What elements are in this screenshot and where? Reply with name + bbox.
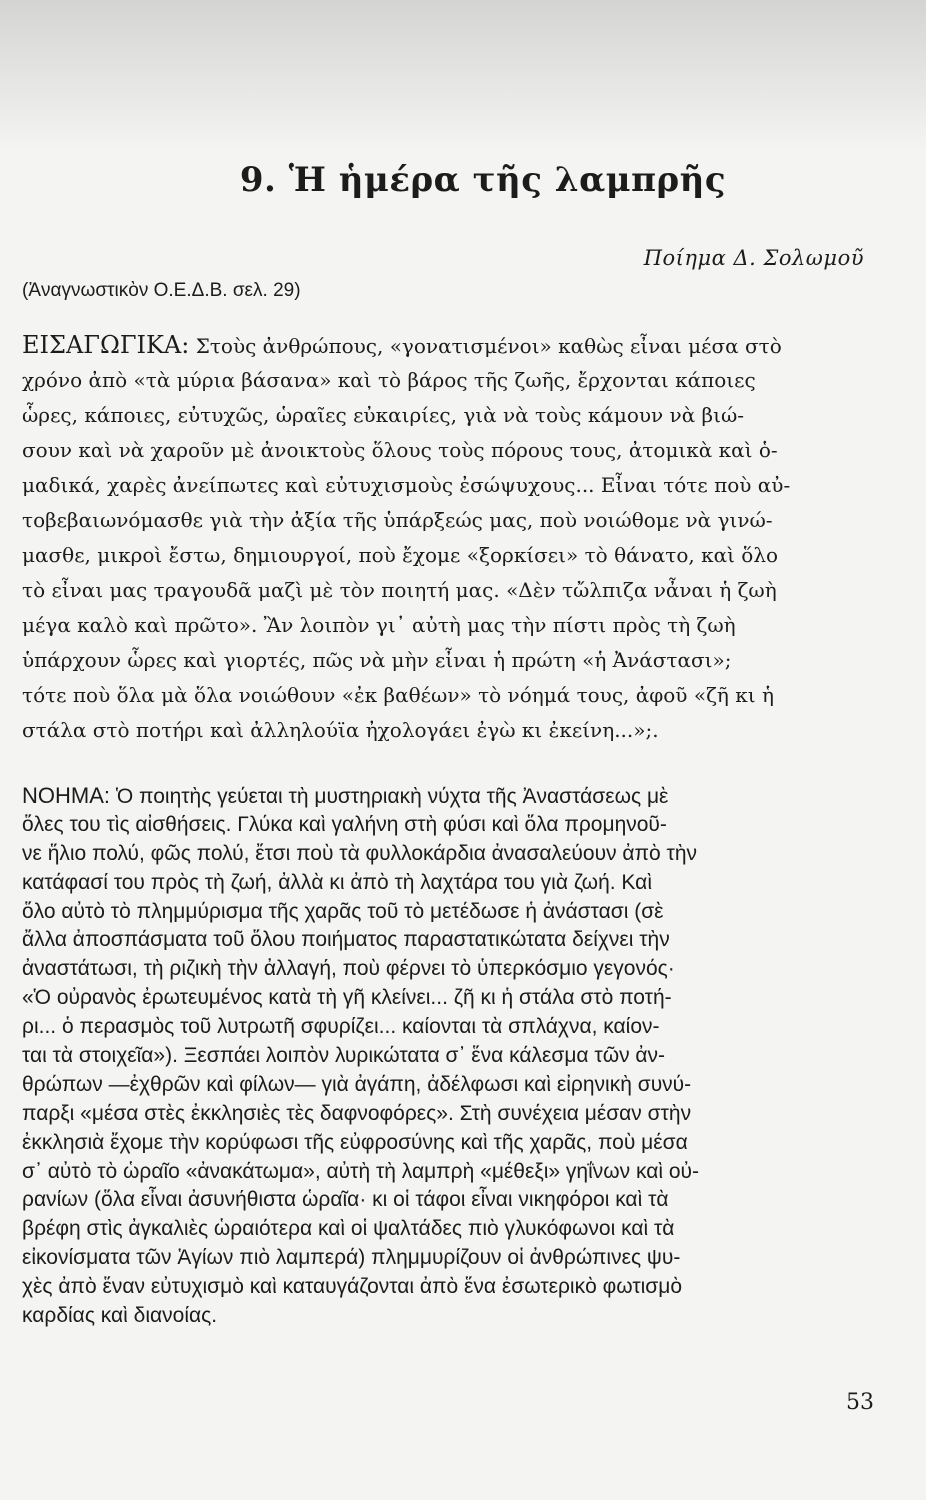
intro-section	[22, 328, 874, 748]
meaning-line: θρώπων —ἐχθρῶν καὶ φίλων— γιὰ ἀγάπη, ἀδέλφωσι καὶ εἰρηνικὴ συνύ-	[22, 1072, 692, 1096]
meaning-heading: ΝΟΗΜΑ:	[22, 783, 110, 808]
intro-line: σουν καὶ νὰ χαροῦν μὲ ἀνοικτοὺς ὅλους τοὺς πόρους τους, ἀτομικὰ καὶ ὁ-	[22, 438, 778, 462]
source-reference: (Ἀναγνωστικὸν Ο.Ε.Δ.Β. σελ. 29)	[22, 280, 301, 301]
meaning-section	[22, 782, 874, 1331]
scan-shadow	[0, 0, 926, 150]
page-number: 53	[846, 1390, 874, 1415]
intro-line: στάλα στὸ ποτήρι καὶ ἀλληλούϊα ἠχολογάει ἐγὼ κι ἐκείνη...»;.	[22, 718, 659, 742]
meaning-line	[22, 782, 874, 811]
intro-line: ὑπάρχουν ὧρες καὶ γιορτές, πῶς νὰ μὴν εἶναι ἡ πρώτη «ἡ Ἀνάστασι»;	[22, 648, 732, 672]
intro-heading: ΕΙΣΑΓΩΓΙΚΑ:	[22, 331, 190, 359]
meaning-line: ρανίων (ὅλα εἶναι ἀσυνήθιστα ὡραῖα· κι οἱ τάφοι εἶναι νικηφόροι καὶ τὰ	[22, 1188, 669, 1212]
meaning-line: σ᾿ αὐτὸ τὸ ὡραῖο «ἀνακάτωμα», αὐτὴ τὴ λαμπρὴ «μέθεξι» γηΐνων καὶ οὐ-	[22, 1159, 700, 1183]
intro-line: μέγα καλὸ καὶ πρῶτο». Ἂν λοιπὸν γι᾿ αὐτὴ μας τὴν πίστι πρὸς τὴ ζωὴ	[22, 613, 736, 637]
meaning-line: ρι... ὁ περασμὸς τοῦ λυτρωτῆ σφυρίζει... καίονται τὰ σπλάχνα, καίον-	[22, 1015, 660, 1039]
meaning-line: βρέφη στὶς ἀγκαλιὲς ὡραιότερα καὶ οἱ ψαλτάδες πιὸ γλυκόφωνοι καὶ τὰ	[22, 1217, 675, 1241]
meaning-line: «Ὁ οὐρανὸς ἐρωτευμένος κατὰ τὴ γῆ κλείνει... ζῆ κι ἡ στάλα στὸ ποτή-	[22, 986, 672, 1010]
meaning-line: παρξι «μέσα στὲς ἐκκλησιὲς τὲς δαφνοφόρες». Στὴ συνέχεια μέσαν στὴν	[22, 1101, 692, 1125]
intro-line: μαδικά, χαρὲς ἀνείπωτες καὶ εὐτυχισμοὺς ἐσώψυχους... Εἶναι τότε ποὺ αὐ-	[22, 473, 791, 497]
meaning-line: ὅλο αὐτὸ τὸ πλημμύρισμα τῆς χαρᾶς τοῦ τὸ μετέδωσε ἡ ἀνάστασι (σὲ	[22, 899, 664, 923]
intro-line	[22, 328, 874, 363]
intro-line: ὧρες, κάποιες, εὐτυχῶς, ὡραῖες εὐκαιρίες, γιὰ νὰ τοὺς κάμουν νὰ βιώ-	[22, 403, 745, 427]
intro-line-text: Στοὺς ἀνθρώπους, «γονατισμένοι» καθὼς εἶναι μέσα στὸ	[195, 334, 782, 358]
meaning-line: νε ἥλιο πολύ, φῶς πολύ, ἔτσι ποὺ τὰ φυλλοκάρδια ἀνασαλεύουν ἀπὸ τὴν	[22, 841, 698, 865]
intro-line: χρόνο ἀπὸ «τὰ μύρια βάσανα» καὶ τὸ βάρος τῆς ζωῆς, ἔρχονται κάποιες	[22, 368, 756, 392]
intro-line: τὸ εἶναι μας τραγουδᾶ μαζὶ μὲ τὸν ποιητή μας. «Δὲν τὤλπιζα νἆναι ἡ ζωὴ	[22, 578, 777, 602]
intro-line: τότε ποὺ ὅλα μὰ ὅλα νοιώθουν «ἐκ βαθέων» τὸ νόημά τους, ἀφοῦ «ζῆ κι ἡ	[22, 683, 774, 707]
meaning-line: ἐκκλησιὰ ἔχομε τὴν κορύφωσι τῆς εὐφροσύνης καὶ τῆς χαρᾶς, ποὺ μέσα	[22, 1130, 688, 1154]
meaning-line: ὅλες του τὶς αἰσθήσεις. Γλύκα καὶ γαλήνη στὴ φύσι καὶ ὅλα προμηνοῦ-	[22, 812, 667, 836]
intro-line: τοβεβαιωνόμασθε γιὰ τὴν ἀξία τῆς ὑπάρξεώς μας, ποὺ νοιώθομε νὰ γινώ-	[22, 508, 773, 532]
intro-line: μασθε, μικροὶ ἔστω, δημιουργοί, ποὺ ἔχομε «ξορκίσει» τὸ θάνατο, καὶ ὅλο	[22, 543, 779, 567]
meaning-line: ἄλλα ἀποσπάσματα τοῦ ὅλου ποιήματος παραστατικώτατα δείχνει τὴν	[22, 928, 670, 952]
meaning-line: χὲς ἀπὸ ἕναν εὐτυχισμὸ καὶ καταυγάζονται ἀπὸ ἕνα ἐσωτερικὸ φωτισμὸ	[22, 1275, 683, 1299]
meaning-line: κατάφασί του πρὸς τὴ ζωή, ἀλλὰ κι ἀπὸ τὴ λαχτάρα του γιὰ ζωή. Καὶ	[22, 870, 652, 894]
meaning-line: ται τὰ στοιχεῖα»). Ξεσπάει λοιπὸν λυρικώτατα σ᾿ ἕνα κάλεσμα τῶν ἀν-	[22, 1044, 666, 1068]
chapter-title: 9. Ἡ ἡμέρα τῆς λαμπρῆς	[239, 160, 727, 200]
meaning-line-text: Ὁ ποιητὴς γεύεται τὴ μυστηριακὴ νύχτα τῆς Ἀναστάσεως μὲ	[115, 785, 669, 808]
meaning-line: καρδίας καὶ διανοίας.	[22, 1304, 218, 1328]
poem-credit: Ποίημα Δ. Σολωμοῦ	[643, 246, 864, 270]
meaning-line: εἰκονίσματα τῶν Ἁγίων πιὸ λαμπερά) πλημμυρίζουν οἱ ἀνθρώπινες ψυ-	[22, 1246, 681, 1270]
meaning-line: ἀναστάτωσι, τὴ ριζικὴ τὴν ἀλλαγή, ποὺ φέρνει τὸ ὑπερκόσμιο γεγονός·	[22, 957, 675, 981]
